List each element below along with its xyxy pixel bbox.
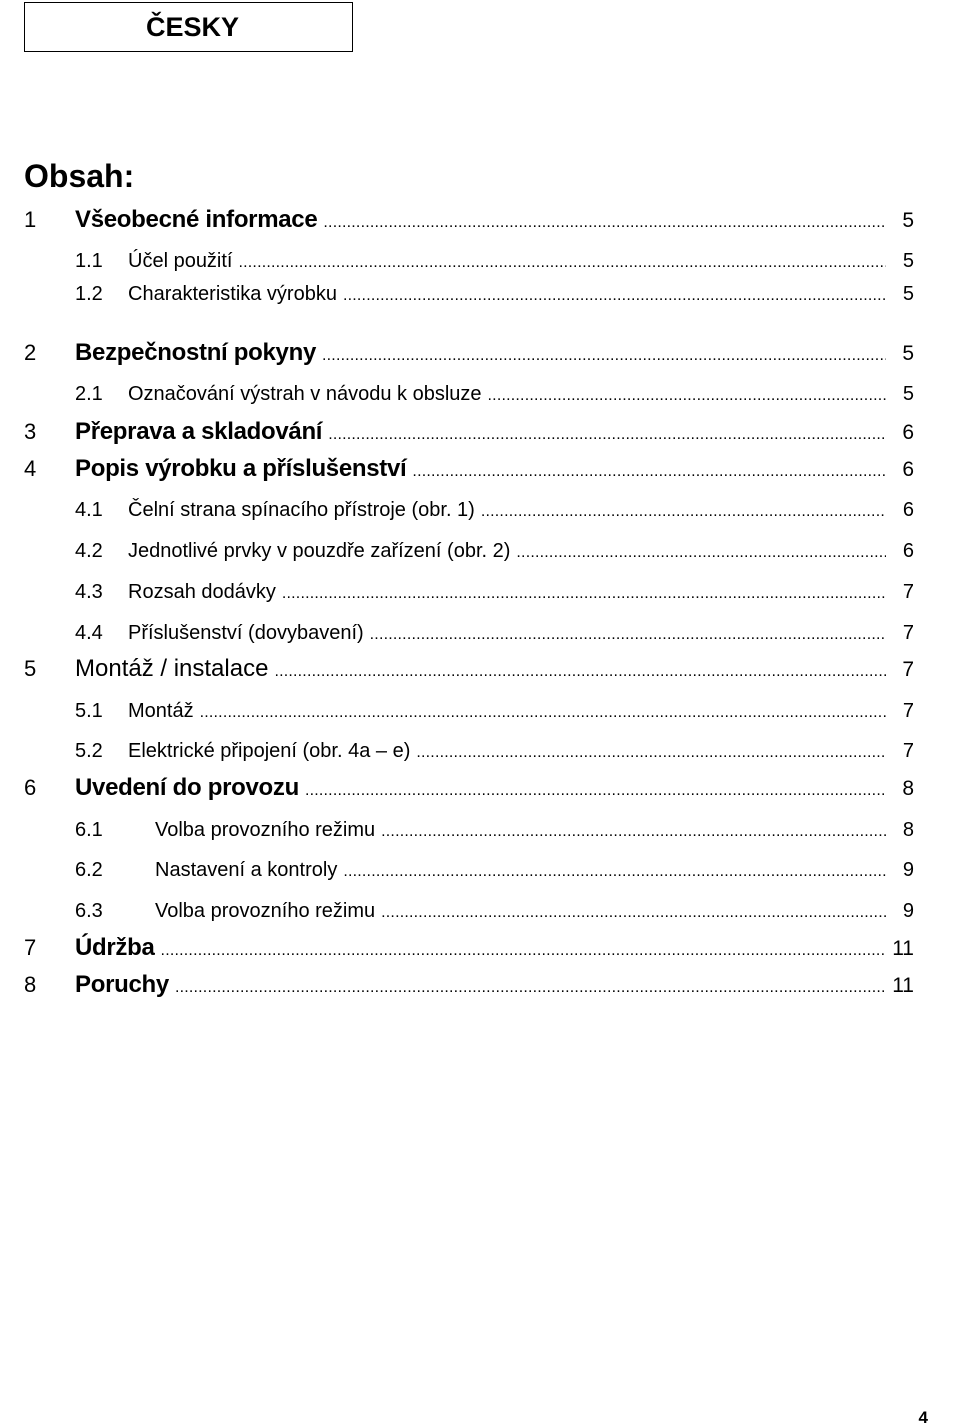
toc-leader-dots	[305, 782, 886, 800]
toc-leader-dots	[328, 426, 886, 444]
toc-leader-dots	[481, 503, 886, 521]
toc-entry-page: 7	[902, 700, 914, 722]
toc-entry-number: 6.2	[75, 859, 103, 881]
toc-entry-title: Čelní strana spínacího přístroje (obr. 1)	[128, 499, 475, 521]
toc-entry-6-3[interactable]	[24, 900, 914, 932]
toc-entry-page: 9	[902, 859, 914, 881]
toc-entry-number: 3	[24, 419, 37, 444]
toc-entry-number: 5.1	[75, 700, 103, 722]
toc-entry-6[interactable]	[24, 774, 914, 806]
toc-leader-dots	[343, 863, 886, 881]
toc-entry-4[interactable]	[24, 455, 914, 487]
toc-entry-number: 1	[24, 207, 37, 232]
toc-leader-dots	[516, 544, 886, 562]
toc-entry-title: Uvedení do provozu	[75, 774, 299, 801]
toc-entry-title: Údržba	[75, 934, 155, 961]
toc-entry-2-1[interactable]	[24, 383, 914, 415]
toc-entry-title: Charakteristika výrobku	[128, 283, 337, 305]
toc-entry-title: Montáž	[128, 700, 194, 722]
toc-entry-number: 4.3	[75, 581, 103, 603]
toc-entry-title: Bezpečnostní pokyny	[75, 339, 317, 366]
toc-entry-page: 5	[902, 383, 914, 405]
toc-entry-title: Příslušenství (dovybavení)	[128, 622, 364, 644]
toc-entry-page: 11	[892, 974, 914, 997]
toc-leader-dots	[322, 347, 886, 365]
toc-entry-4-2[interactable]	[24, 540, 914, 572]
toc-leader-dots	[282, 585, 886, 603]
toc-entry-2[interactable]	[24, 339, 914, 371]
toc-entry-5-2[interactable]	[24, 740, 914, 772]
toc-entry-page: 8	[902, 819, 914, 841]
language-label: ČESKY	[146, 11, 240, 42]
toc-entry-page: 5	[902, 209, 914, 232]
toc-entry-1-1[interactable]	[24, 250, 914, 282]
toc-entry-4-4[interactable]	[24, 622, 914, 654]
toc-entry-page: 6	[902, 421, 914, 444]
toc-entry-number: 5.2	[75, 740, 103, 762]
toc-entry-page: 7	[902, 622, 914, 644]
toc-entry-number: 4.1	[75, 499, 103, 521]
toc-entry-6-2[interactable]	[24, 859, 914, 891]
toc-entry-page: 6	[902, 540, 914, 562]
toc-entry-title: Rozsah dodávky	[128, 581, 276, 603]
toc-entry-number: 1.1	[75, 250, 103, 272]
toc-entry-5[interactable]	[24, 655, 914, 687]
toc-entry-page: 11	[892, 937, 914, 960]
toc-entry-title: Volba provozního režimu	[155, 819, 376, 841]
toc-leader-dots	[161, 942, 886, 960]
toc-entry-4-1[interactable]	[24, 499, 914, 531]
toc-entry-number: 6.1	[75, 819, 103, 841]
language-header-box	[24, 2, 353, 52]
toc-leader-dots	[488, 387, 886, 405]
toc-entry-number: 8	[24, 972, 37, 997]
toc-entry-number: 4.4	[75, 622, 103, 644]
toc-entry-title: Popis výrobku a příslušenství	[75, 455, 407, 482]
toc-entry-8[interactable]	[24, 971, 914, 1003]
toc-entry-4-3[interactable]	[24, 581, 914, 613]
toc-entry-5-1[interactable]	[24, 700, 914, 732]
toc-leader-dots	[239, 254, 887, 272]
toc-entry-6-1[interactable]	[24, 819, 914, 851]
toc-entry-page: 5	[902, 283, 914, 305]
toc-title: Obsah:	[24, 158, 135, 194]
toc-leader-dots	[175, 979, 886, 997]
toc-entry-title: Volba provozního režimu	[155, 900, 376, 922]
toc-entry-page: 7	[902, 658, 914, 681]
toc-entry-title: Jednotlivé prvky v pouzdře zařízení (obr. 2)	[128, 540, 511, 562]
toc-entry-number: 6.3	[75, 900, 103, 922]
toc-entry-page: 6	[902, 458, 914, 481]
toc-leader-dots	[381, 904, 886, 922]
toc-entry-page: 5	[902, 250, 914, 272]
toc-entry-page: 7	[902, 581, 914, 603]
toc-entry-1[interactable]	[24, 206, 914, 238]
toc-leader-dots	[370, 626, 886, 644]
toc-entry-number: 6	[24, 775, 37, 800]
toc-entry-page: 9	[902, 900, 914, 922]
toc-entry-1-2[interactable]	[24, 283, 914, 315]
toc-entry-7[interactable]	[24, 934, 914, 966]
toc-leader-dots	[381, 823, 886, 841]
toc-entry-number: 2	[24, 340, 37, 365]
toc-entry-page: 5	[902, 342, 914, 365]
toc-entry-number: 7	[24, 935, 37, 960]
toc-leader-dots	[343, 287, 886, 305]
toc-entry-title: Elektrické připojení (obr. 4a – e)	[128, 740, 411, 762]
toc-leader-dots	[416, 744, 886, 762]
toc-entry-title: Poruchy	[75, 971, 169, 998]
toc-entry-title: Montáž / instalace	[75, 655, 269, 682]
toc-entry-title: Přeprava a skladování	[75, 418, 323, 445]
page-number: 4	[918, 1408, 928, 1427]
toc-entry-page: 6	[902, 499, 914, 521]
toc-entry-page: 8	[902, 777, 914, 800]
toc-entry-title: Nastavení a kontroly	[155, 859, 338, 881]
toc-leader-dots	[274, 663, 886, 681]
toc-entry-title: Označování výstrah v návodu k obsluze	[128, 383, 482, 405]
toc-entry-3[interactable]	[24, 418, 914, 450]
toc-entry-number: 4	[24, 456, 37, 481]
toc-entry-title: Účel použití	[128, 250, 233, 272]
toc-entry-number: 4.2	[75, 540, 103, 562]
toc-leader-dots	[323, 214, 886, 232]
toc-entry-number: 2.1	[75, 383, 103, 405]
toc-entry-title: Všeobecné informace	[75, 206, 318, 233]
toc-entry-page: 7	[902, 740, 914, 762]
toc-entry-number: 1.2	[75, 283, 103, 305]
toc-leader-dots	[200, 704, 886, 722]
toc-leader-dots	[412, 463, 886, 481]
toc-entry-number: 5	[24, 656, 37, 681]
